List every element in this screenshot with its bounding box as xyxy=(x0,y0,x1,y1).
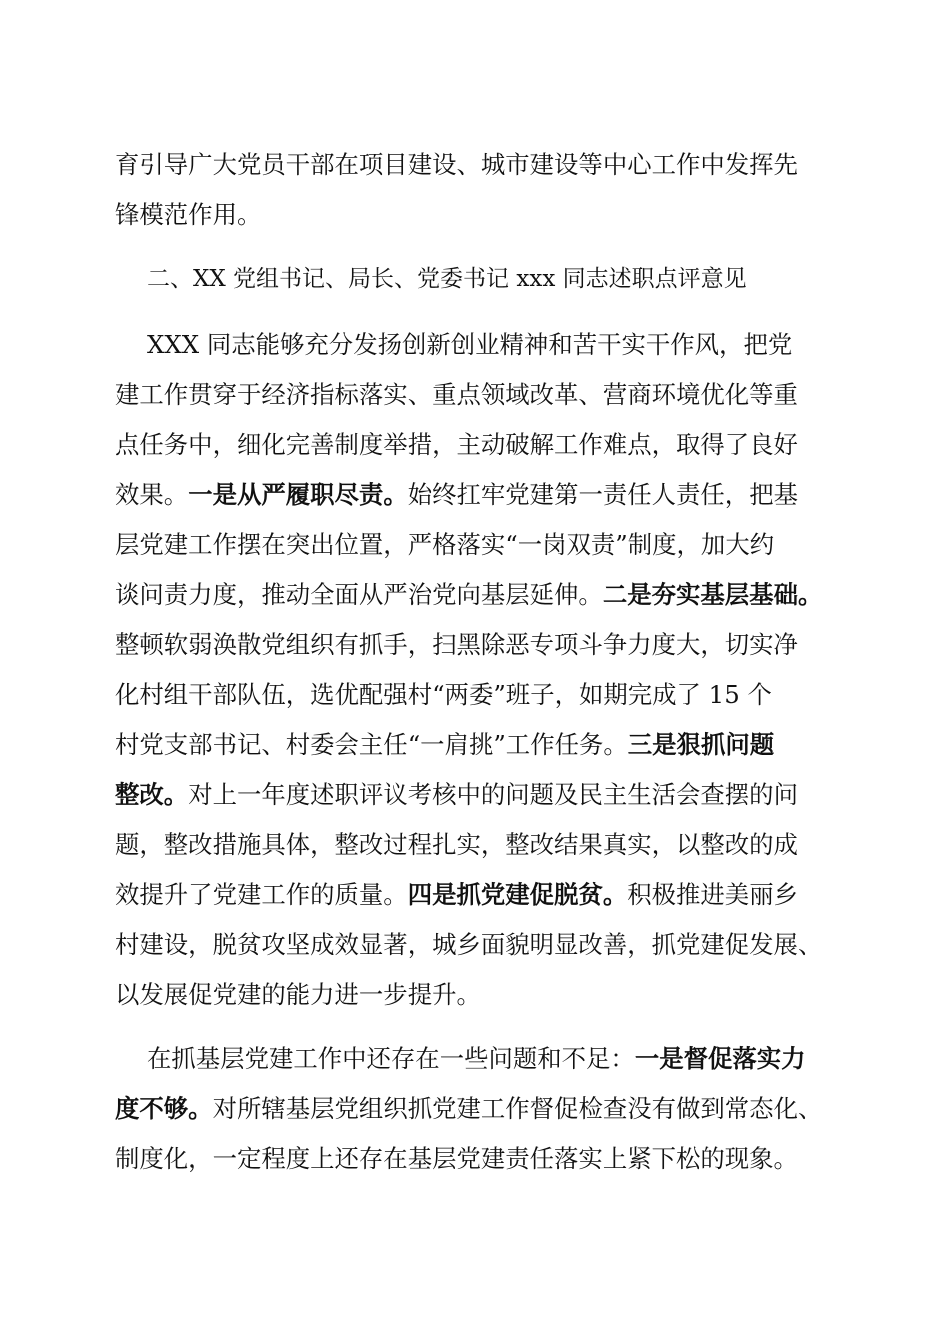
text-run: 谈问责力度，推动全面从严治党向基层延伸。 xyxy=(115,580,603,609)
para1-line-1: 育引导广大党员干部在项目建设、城市建设等中心工作中发挥先 xyxy=(115,150,798,179)
bold-point-3-end: 整改。 xyxy=(115,780,189,809)
text-run: 对所辖基层党组织抓党建工作督促检查没有做到常态化、 xyxy=(212,1094,823,1123)
para2-line-9 xyxy=(115,720,855,770)
para2-line-10 xyxy=(115,770,855,820)
bold-issue-1-start: 一是督促落实力 xyxy=(634,1044,806,1073)
para2-line-5: 层党建工作摆在突出位置，严格落实“一岗双责”制度，加大约 xyxy=(115,530,775,559)
para3-line-1 xyxy=(147,1034,887,1084)
para2-line-2: 建工作贯穿于经济指标落实、重点领域改革、营商环境优化等重 xyxy=(115,380,798,409)
text-run: 效提升了党建工作的质量。 xyxy=(115,880,408,909)
bold-issue-1-end: 度不够。 xyxy=(115,1094,213,1123)
text-run: 积极推进美丽乡 xyxy=(627,880,798,909)
para2-line-14: 以发展促党建的能力进一步提升。 xyxy=(115,980,481,1009)
para2-line-7: 整顿软弱涣散党组织有抓手，扫黑除恶专项斗争力度大，切实净 xyxy=(115,630,798,659)
bold-point-1: 一是从严履职尽责。 xyxy=(188,480,408,509)
para2-line-8: 化村组干部队伍，选优配强村“两委”班子，如期完成了 15 个 xyxy=(115,680,772,709)
text-run: 在抓基层党建工作中还存在一些问题和不足： xyxy=(147,1044,635,1073)
para3-line-3: 制度化，一定程度上还存在基层党建责任落实上紧下松的现象。 xyxy=(115,1144,798,1173)
section-heading: 二、XX 党组书记、局长、党委书记 xxx 同志述职点评意见 xyxy=(147,266,747,292)
para1-line-2: 锋模范作用。 xyxy=(115,200,262,229)
para2-line-6 xyxy=(115,570,855,620)
para2-line-11: 题，整改措施具体，整改过程扎实，整改结果真实，以整改的成 xyxy=(115,830,798,859)
para2-line-13: 村建设，脱贫攻坚成效显著，城乡面貌明显改善，抓党建促发展、 xyxy=(115,930,823,959)
para2-line-4 xyxy=(115,470,855,520)
bold-point-3-start: 三是狠抓问题 xyxy=(627,730,775,759)
bold-point-4: 四是抓党建促脱贫。 xyxy=(407,880,628,909)
text-run: 村党支部书记、村委会主任“一肩挑”工作任务。 xyxy=(115,730,628,759)
text-run: 对上一年度述职评议考核中的问题及民主生活会查摆的问 xyxy=(188,780,798,809)
text-run: 始终扛牢党建第一责任人责任，把基 xyxy=(407,480,798,509)
bold-point-2: 二是夯实基层基础。 xyxy=(602,580,823,609)
para2-line-12 xyxy=(115,870,855,920)
para3-line-2 xyxy=(115,1084,855,1134)
text-run: 效果。 xyxy=(115,480,189,509)
para2-line-1: XXX 同志能够充分发扬创新创业精神和苦干实干作风，把党 xyxy=(147,330,793,359)
para2-line-3: 点任务中，细化完善制度举措，主动破解工作难点，取得了良好 xyxy=(115,430,798,459)
